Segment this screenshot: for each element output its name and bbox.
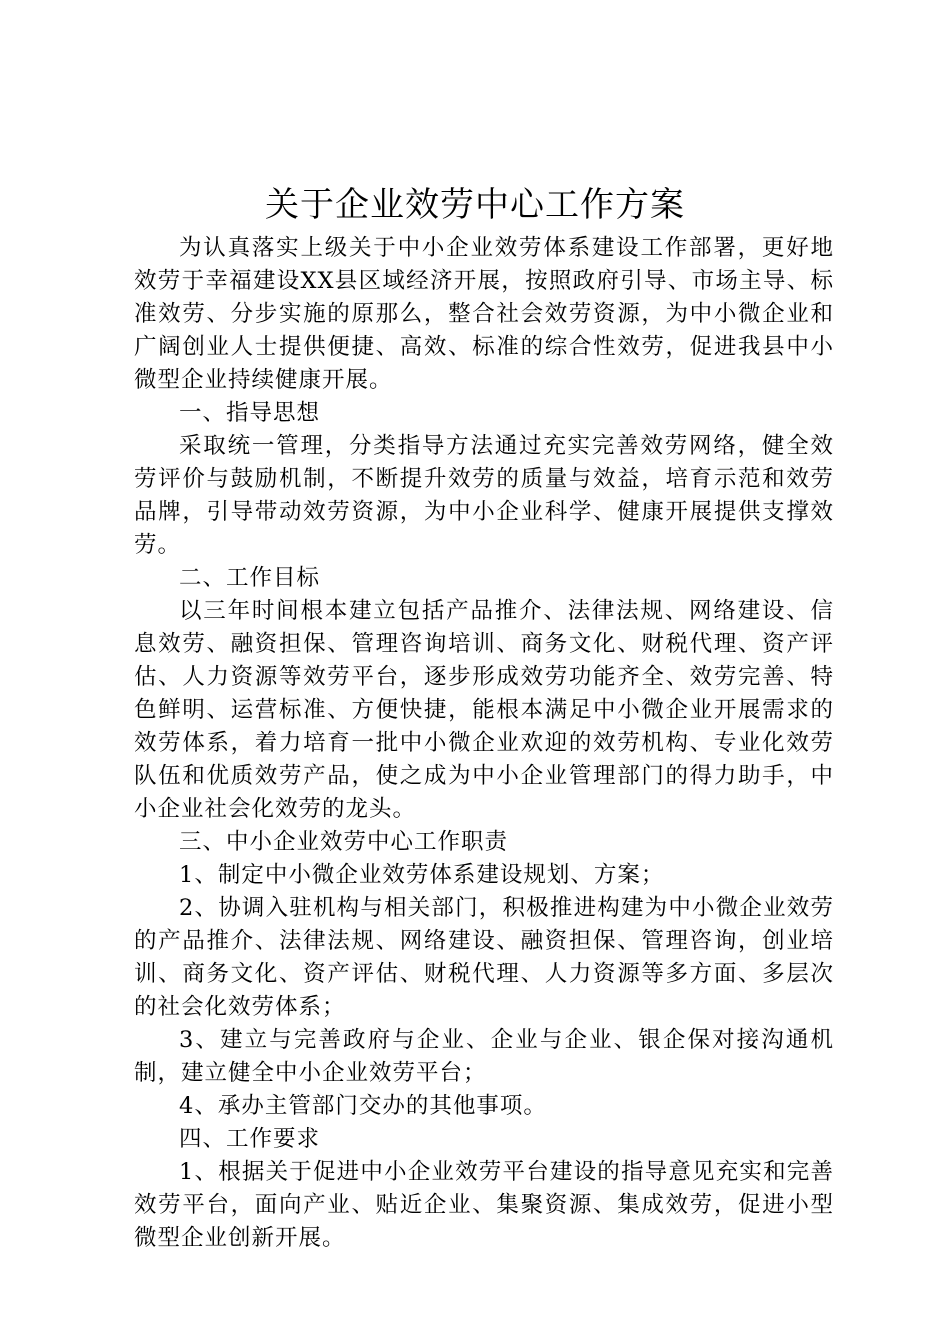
duty-item: 4、承办主管部门交办的其他事项。: [179, 1093, 547, 1119]
guiding-ideology-paragraph: 采取统一管理，分类指导方法通过充实完善效劳网络，健全效劳评价与鼓励机制，不断提升效劳的质量与效益，培育示范和效劳品牌，引导带动效劳资源，为中小企业科学、健康开展提供支撑效劳。: [134, 433, 834, 558]
duty-item: 3、建立与完善政府与企业、企业与企业、银企保对接沟通机制，建立健全中小企业效劳平台；: [134, 1027, 834, 1086]
work-goals-paragraph: 以三年时间根本建立包括产品推介、法律法规、网络建设、信息效劳、融资担保、管理咨询培训、商务文化、财税代理、资产评估、人力资源等效劳平台，逐步形成效劳功能齐全、效劳完善、特色鲜明、运营标准、方便快捷，能根本满足中小微企业开展需求的效劳体系，着力培育一批中小微企业欢迎的效劳机构、专业化效劳队伍和优质效劳产品，使之成为中小企业管理部门的得力助手，中小企业社会化效劳的龙头。: [134, 598, 834, 822]
intro-paragraph: 为认真落实上级关于中小企业效劳体系建设工作部署，更好地效劳于幸福建设XX县区域经济开展，按照政府引导、市场主导、标准效劳、分步实施的原那么，整合社会效劳资源，为中小微企业和广阔创业人士提供便捷、高效、标准的综合性效劳，促进我县中小微型企业持续健康开展。: [134, 235, 834, 393]
document-body: [134, 232, 834, 1255]
section-heading-work-requirements: 四、工作要求: [179, 1126, 321, 1152]
section-heading-center-duties: 三、中小企业效劳中心工作职责: [179, 829, 509, 855]
section-heading-work-goals: 二、工作目标: [179, 565, 321, 591]
duty-item: 1、制定中小微企业效劳体系建设规划、方案；: [179, 862, 665, 888]
section-heading-guiding-ideology: 一、指导思想: [179, 400, 321, 426]
requirement-item: 1、根据关于促进中小企业效劳平台建设的指导意见充实和完善效劳平台，面向产业、贴近企业、集聚资源、集成效劳，促进小型微型企业创新开展。: [134, 1159, 834, 1251]
document-title: 关于企业效劳中心工作方案: [265, 185, 685, 225]
duty-item: 2、协调入驻机构与相关部门，积极推进构建为中小微企业效劳的产品推介、法律法规、网络建设、融资担保、管理咨询，创业培训、商务文化、资产评估、财税代理、人力资源等多方面、多层次的社会化效劳体系；: [134, 895, 834, 1020]
